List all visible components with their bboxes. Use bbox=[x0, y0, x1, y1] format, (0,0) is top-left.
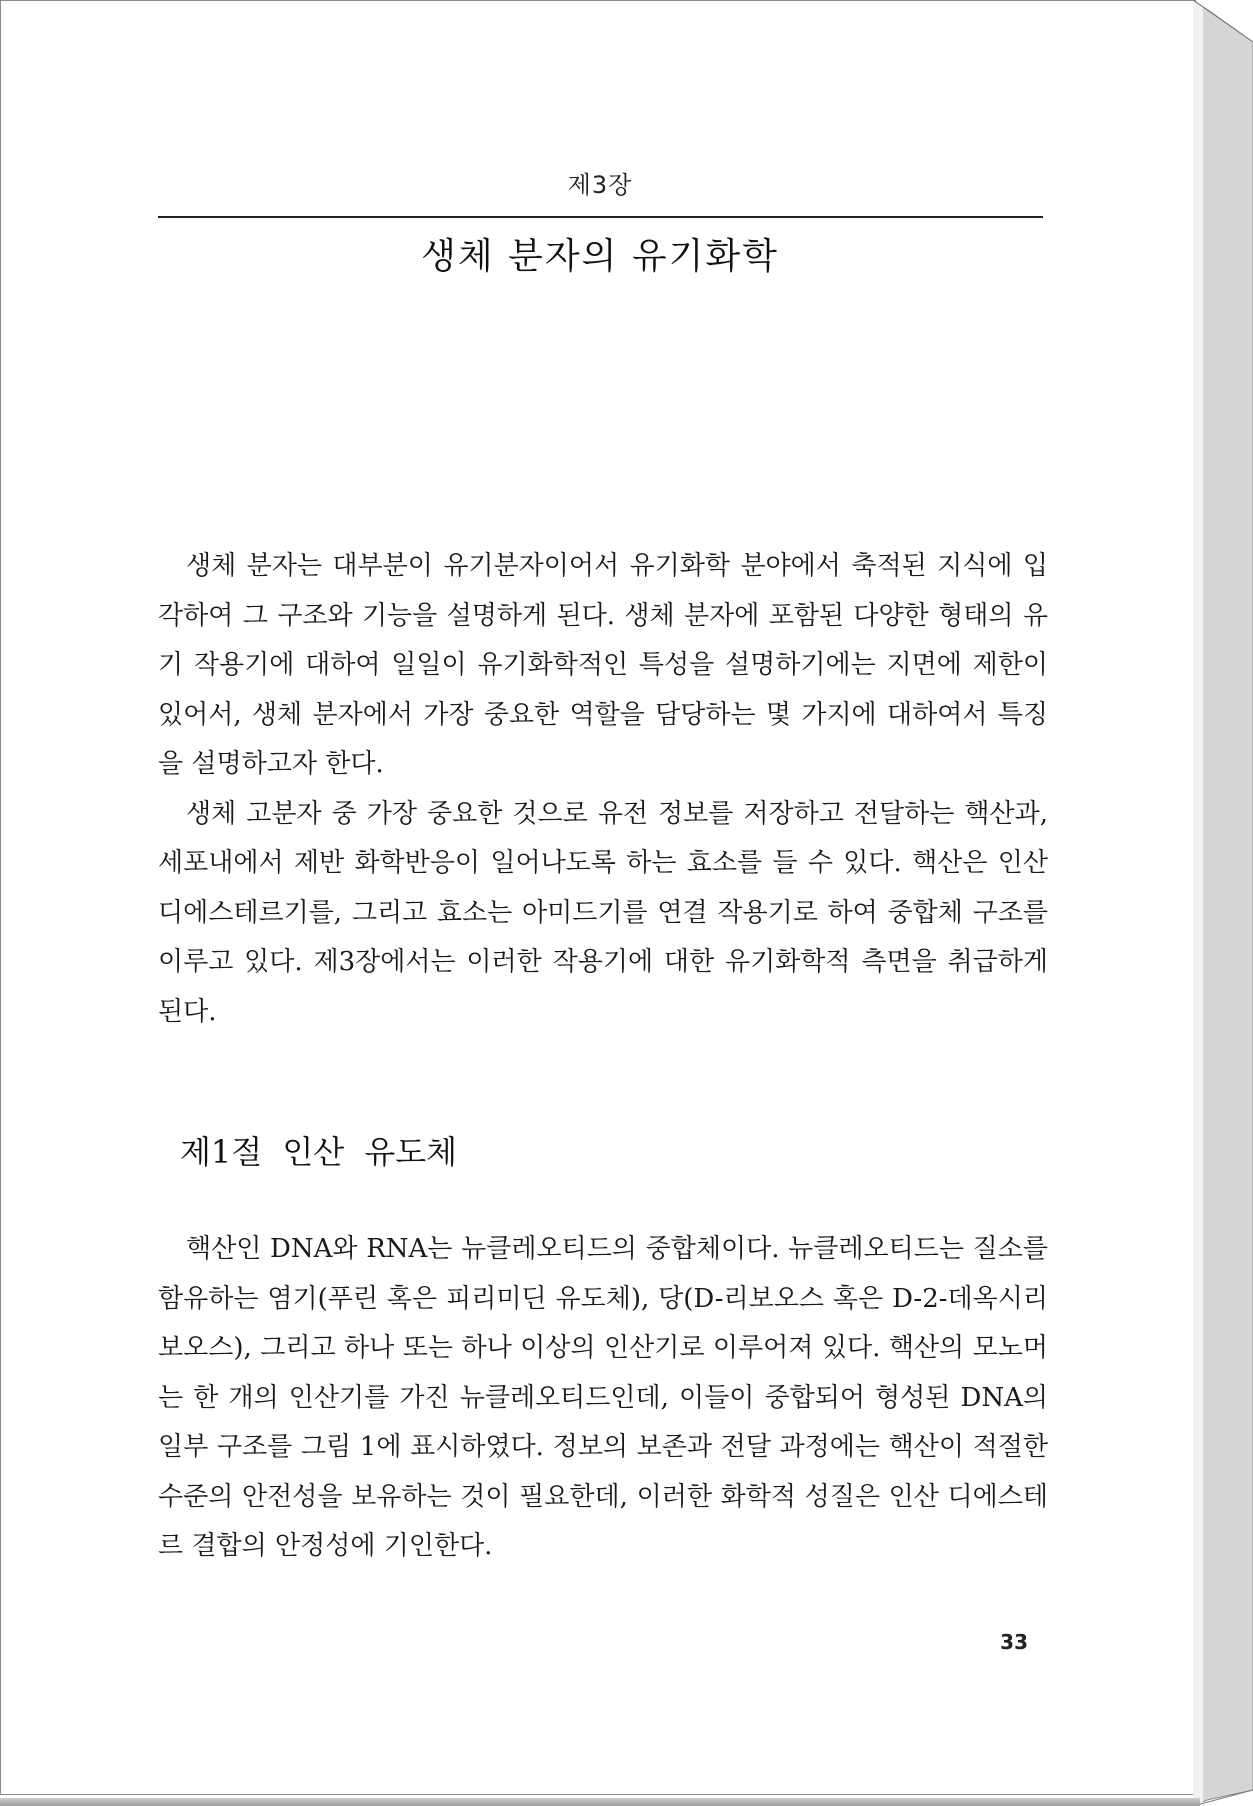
intro-paragraph: 생체 분자는 대부분이 유기분자이어서 유기화학 분야에서 축적된 지식에 입각하여 그 구조와 기능을 설명하게 된다. 생체 분자에 포함된 다양한 형태의 유기 작용기에 대하여 일일이 유기화학적인 특성을 설명하기에는 지면에 제한이 있어서, 생체 분자에서 가장 중요한 역할을 담당하는 몇 가지에 대하여서 특징을 설명하고자 한다. bbox=[158, 551, 1048, 779]
page-edge-illustration bbox=[1193, 0, 1253, 1806]
intro-paragraph: 생체 고분자 중 가장 중요한 것으로 유전 정보를 저장하고 전달하는 핵산과, 세포내에서 제반 화학반응이 일어나도록 하는 효소를 들 수 있다. 핵산은 인산 디에스테르기를, 그리고 효소는 아미드기를 연결 작용기로 하여 중합체 구조를 이루고 있다. 제3장에서는 이러한 작용기에 대한 유기화학적 측면을 취급하게 된다. bbox=[158, 798, 1048, 1027]
chapter-title: 생체 분자의 유기화학 bbox=[421, 236, 779, 277]
page-bottom-shadow bbox=[0, 1798, 1200, 1806]
chapter-divider bbox=[158, 216, 1043, 218]
section-heading: 제1절 인산 유도체 bbox=[180, 1133, 458, 1171]
intro-text bbox=[158, 542, 1048, 1037]
section-text bbox=[158, 1225, 1048, 1572]
chapter-label: 제3장 bbox=[567, 171, 633, 199]
section-paragraph: 핵산인 DNA와 RNA는 뉴클레오티드의 중합체이다. 뉴클레오티드는 질소를 함유하는 염기(푸린 혹은 피리미딘 유도체), 당(D-리보오스 혹은 D-2-데옥시리보오스), 그리고 하나 또는 하나 이상의 인산기로 이루어져 있다. 핵산의 모노머는 한 개의 인산기를 가진 뉴클레오티드인데, 이들이 중합되어 형성된 DNA의 일부 구조를 그림 1에 표시하였다. 정보의 보존과 전달 과정에는 핵산이 적절한 수준의 안전성을 보유하는 것이 필요한데, 이러한 화학적 성질은 인산 디에스테르 결합의 안정성에 기인한다. bbox=[158, 1234, 1048, 1561]
page-number: 33 bbox=[1000, 1630, 1028, 1654]
